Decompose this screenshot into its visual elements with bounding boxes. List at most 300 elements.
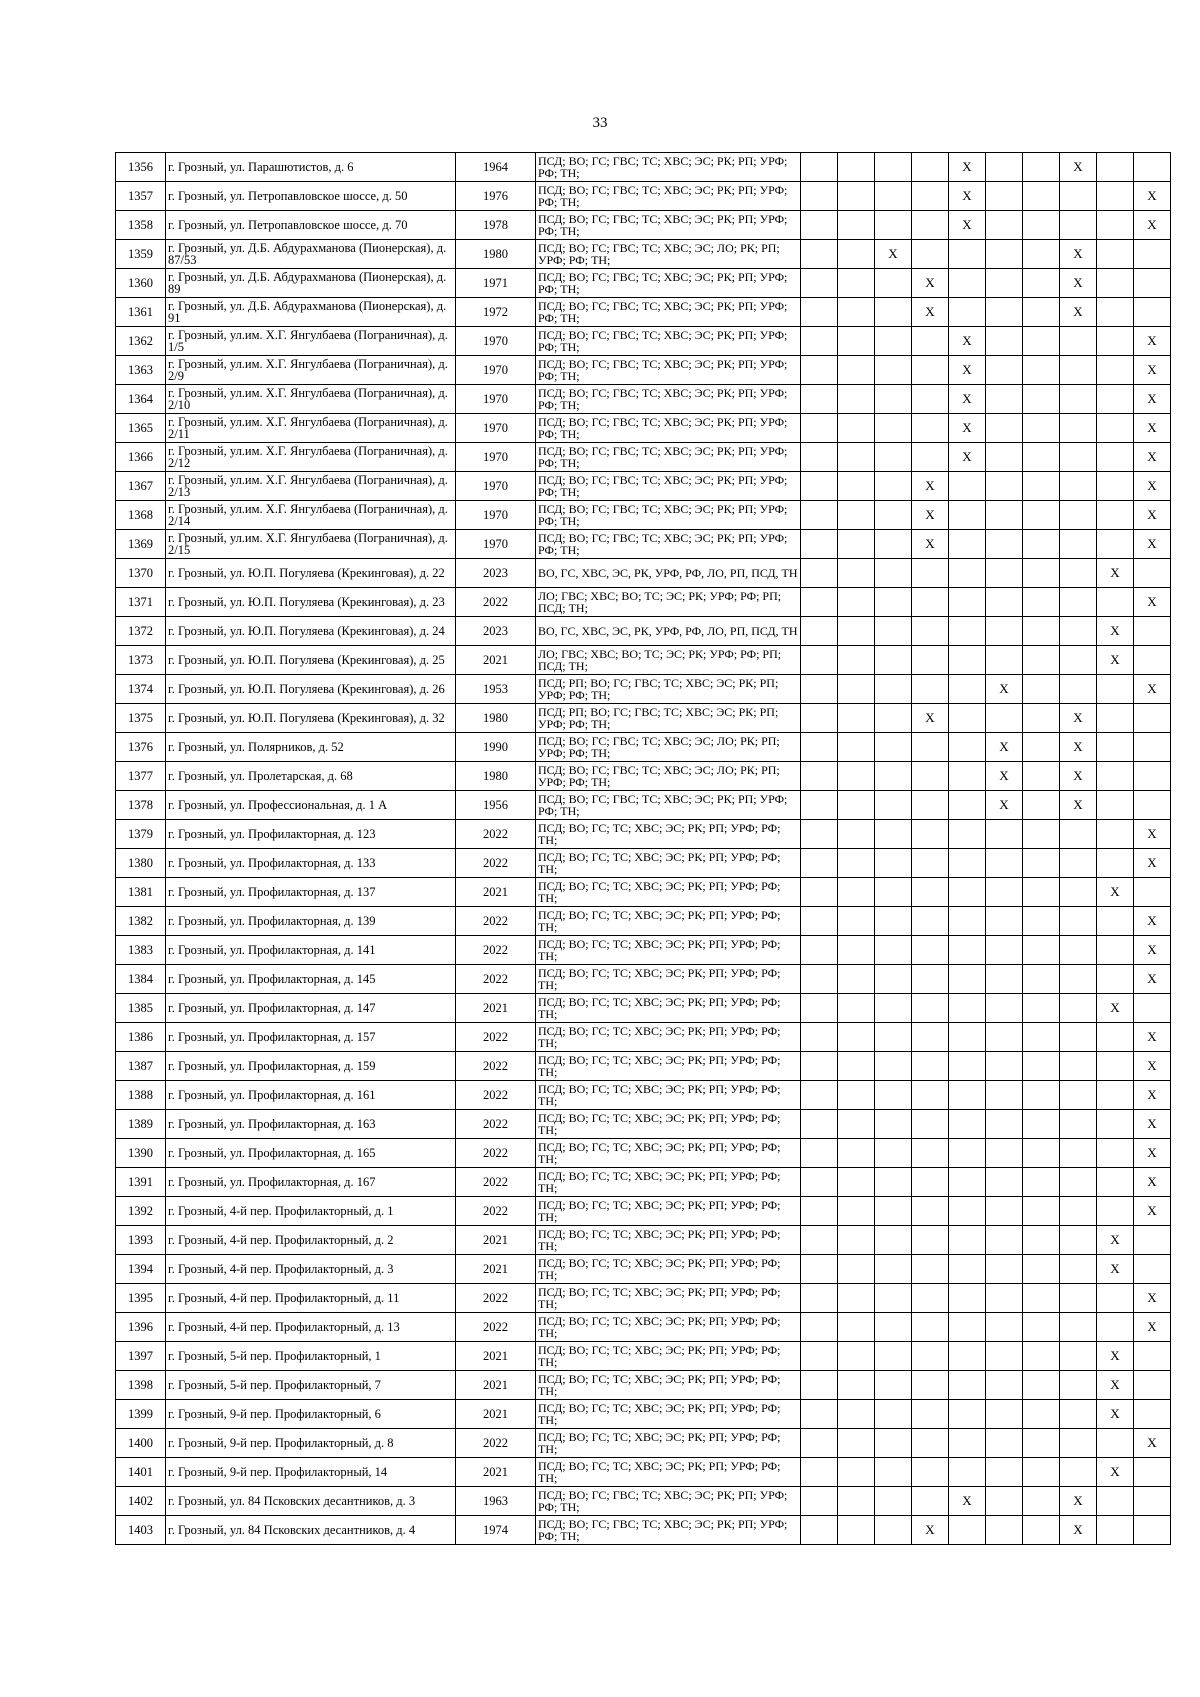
mark-cell	[801, 1197, 838, 1226]
mark-cell	[1060, 1400, 1097, 1429]
systems-cell: ПСД; ВО; ГС; ГВС; ТС; ХВС; ЭС; ЛО; РК; РП; УРФ; РФ; ТН;	[536, 733, 801, 762]
mark-cell	[1023, 1023, 1060, 1052]
mark-cell	[1023, 1458, 1060, 1487]
mark-cell	[801, 936, 838, 965]
mark-cell	[838, 559, 875, 588]
mark-cell	[986, 1487, 1023, 1516]
mark-cell	[875, 501, 912, 530]
table-row	[116, 1342, 1171, 1371]
table-row	[116, 965, 1171, 994]
mark-cell	[1097, 240, 1134, 269]
mark-cell	[875, 530, 912, 559]
mark-cell	[986, 1342, 1023, 1371]
row-number-cell: 1400	[116, 1429, 166, 1458]
mark-cell	[986, 501, 1023, 530]
mark-cell	[912, 356, 949, 385]
mark-cell: X	[1097, 1255, 1134, 1284]
mark-cell	[1060, 385, 1097, 414]
address-cell: г. Грозный, ул.им. Х.Г. Янгулбаева (Пограничная), д. 2/9	[166, 356, 456, 385]
year-cell: 2022	[456, 1052, 536, 1081]
mark-cell	[1023, 907, 1060, 936]
table-row	[116, 1197, 1171, 1226]
mark-cell	[986, 1313, 1023, 1342]
mark-cell	[801, 240, 838, 269]
systems-cell: ПСД; ВО; ГС; ГВС; ТС; ХВС; ЭС; РК; РП; УРФ; РФ; ТН;	[536, 182, 801, 211]
mark-cell	[801, 849, 838, 878]
mark-cell	[1060, 936, 1097, 965]
mark-cell	[1023, 762, 1060, 791]
mark-cell	[1097, 791, 1134, 820]
systems-cell: ПСД; ВО; ГС; ТС; ХВС; ЭС; РК; РП; УРФ; РФ; ТН;	[536, 1139, 801, 1168]
mark-cell	[1060, 1313, 1097, 1342]
mark-cell	[986, 298, 1023, 327]
mark-cell	[1023, 1081, 1060, 1110]
mark-cell	[1134, 1342, 1171, 1371]
mark-cell	[838, 820, 875, 849]
year-cell: 1970	[456, 501, 536, 530]
mark-cell	[875, 1226, 912, 1255]
mark-cell	[1097, 1168, 1134, 1197]
address-cell: г. Грозный, ул. Ю.П. Погуляева (Крекинговая), д. 22	[166, 559, 456, 588]
mark-cell	[1134, 704, 1171, 733]
mark-cell	[986, 211, 1023, 240]
row-number-cell: 1402	[116, 1487, 166, 1516]
year-cell: 2022	[456, 1313, 536, 1342]
row-number-cell: 1379	[116, 820, 166, 849]
mark-cell	[801, 153, 838, 182]
mark-cell: X	[1134, 1168, 1171, 1197]
systems-cell: ПСД; ВО; ГС; ТС; ХВС; ЭС; РК; РП; УРФ; РФ; ТН;	[536, 1168, 801, 1197]
mark-cell: X	[1134, 1110, 1171, 1139]
mark-cell	[912, 559, 949, 588]
page-number: 33	[592, 115, 608, 131]
mark-cell	[875, 559, 912, 588]
table-row	[116, 907, 1171, 936]
mark-cell	[838, 1342, 875, 1371]
mark-cell	[949, 1052, 986, 1081]
row-number-cell: 1364	[116, 385, 166, 414]
mark-cell	[875, 182, 912, 211]
mark-cell	[912, 1371, 949, 1400]
mark-cell	[1023, 501, 1060, 530]
mark-cell	[875, 298, 912, 327]
systems-cell: ПСД; ВО; ГС; ГВС; ТС; ХВС; ЭС; ЛО; РК; РП; УРФ; РФ; ТН;	[536, 762, 801, 791]
mark-cell	[986, 994, 1023, 1023]
mark-cell	[875, 1458, 912, 1487]
systems-cell: ПСД; ВО; ГС; ГВС; ТС; ХВС; ЭС; РК; РП; УРФ; РФ; ТН;	[536, 298, 801, 327]
mark-cell	[838, 1487, 875, 1516]
mark-cell	[1060, 182, 1097, 211]
mark-cell	[1023, 1052, 1060, 1081]
address-cell: г. Грозный, ул. Петропавловское шоссе, д. 50	[166, 182, 456, 211]
mark-cell	[1060, 878, 1097, 907]
mark-cell	[986, 617, 1023, 646]
row-number-cell: 1373	[116, 646, 166, 675]
mark-cell	[801, 501, 838, 530]
systems-cell: ПСД; ВО; ГС; ГВС; ТС; ХВС; ЭС; ЛО; РК; РП; УРФ; РФ; ТН;	[536, 240, 801, 269]
mark-cell	[875, 1168, 912, 1197]
row-number-cell: 1365	[116, 414, 166, 443]
mark-cell	[875, 1139, 912, 1168]
mark-cell	[1023, 675, 1060, 704]
mark-cell	[1134, 994, 1171, 1023]
mark-cell	[986, 704, 1023, 733]
mark-cell	[986, 646, 1023, 675]
mark-cell	[949, 762, 986, 791]
row-number-cell: 1363	[116, 356, 166, 385]
address-cell: г. Грозный, ул. Ю.П. Погуляева (Крекинговая), д. 25	[166, 646, 456, 675]
mark-cell	[801, 878, 838, 907]
table-row	[116, 762, 1171, 791]
row-number-cell: 1389	[116, 1110, 166, 1139]
row-number-cell: 1403	[116, 1516, 166, 1545]
address-cell: г. Грозный, 5-й пер. Профилакторный, 7	[166, 1371, 456, 1400]
mark-cell	[986, 269, 1023, 298]
mark-cell	[1097, 1487, 1134, 1516]
table-row	[116, 385, 1171, 414]
mark-cell: X	[949, 327, 986, 356]
table-row	[116, 820, 1171, 849]
mark-cell	[838, 791, 875, 820]
address-cell: г. Грозный, ул. 84 Псковских десантников, д. 4	[166, 1516, 456, 1545]
mark-cell	[912, 965, 949, 994]
address-cell: г. Грозный, ул.им. Х.Г. Янгулбаева (Пограничная), д. 2/14	[166, 501, 456, 530]
row-number-cell: 1361	[116, 298, 166, 327]
address-cell: г. Грозный, ул.им. Х.Г. Янгулбаева (Пограничная), д. 2/11	[166, 414, 456, 443]
mark-cell	[1134, 269, 1171, 298]
mark-cell	[949, 1255, 986, 1284]
mark-cell: X	[1134, 182, 1171, 211]
systems-cell: ПСД; ВО; ГС; ТС; ХВС; ЭС; РК; РП; УРФ; РФ; ТН;	[536, 1081, 801, 1110]
systems-cell: ПСД; ВО; ГС; ТС; ХВС; ЭС; РК; РП; УРФ; РФ; ТН;	[536, 1371, 801, 1400]
mark-cell	[1134, 1516, 1171, 1545]
mark-cell	[838, 1284, 875, 1313]
mark-cell	[949, 269, 986, 298]
mark-cell	[875, 1197, 912, 1226]
address-cell: г. Грозный, ул. Профилакторная, д. 123	[166, 820, 456, 849]
row-number-cell: 1388	[116, 1081, 166, 1110]
mark-cell	[912, 443, 949, 472]
systems-cell: ВО, ГС, ХВС, ЭС, РК, УРФ, РФ, ЛО, РП, ПСД, ТН	[536, 559, 801, 588]
mark-cell	[912, 1110, 949, 1139]
mark-cell	[949, 1400, 986, 1429]
mark-cell	[875, 1371, 912, 1400]
mark-cell: X	[1097, 1342, 1134, 1371]
address-cell: г. Грозный, ул. Профилакторная, д. 163	[166, 1110, 456, 1139]
mark-cell	[1134, 617, 1171, 646]
mark-cell	[1134, 240, 1171, 269]
table-row	[116, 530, 1171, 559]
mark-cell	[801, 1168, 838, 1197]
mark-cell	[875, 1284, 912, 1313]
table-row	[116, 327, 1171, 356]
mark-cell	[912, 646, 949, 675]
mark-cell	[986, 820, 1023, 849]
address-cell: г. Грозный, 4-й пер. Профилакторный, д. 11	[166, 1284, 456, 1313]
mark-cell	[875, 704, 912, 733]
mark-cell	[838, 1023, 875, 1052]
mark-cell	[801, 791, 838, 820]
mark-cell: X	[1097, 646, 1134, 675]
systems-cell: ПСД; ВО; ГС; ТС; ХВС; ЭС; РК; РП; УРФ; РФ; ТН;	[536, 936, 801, 965]
row-number-cell: 1380	[116, 849, 166, 878]
mark-cell: X	[912, 298, 949, 327]
mark-cell	[949, 530, 986, 559]
table-row	[116, 501, 1171, 530]
mark-cell	[875, 1429, 912, 1458]
systems-cell: ПСД; ВО; ГС; ГВС; ТС; ХВС; ЭС; РК; РП; УРФ; РФ; ТН;	[536, 1516, 801, 1545]
mark-cell	[838, 327, 875, 356]
mark-cell: X	[949, 356, 986, 385]
systems-cell: ПСД; ВО; ГС; ТС; ХВС; ЭС; РК; РП; УРФ; РФ; ТН;	[536, 1429, 801, 1458]
mark-cell	[986, 936, 1023, 965]
mark-cell	[949, 1168, 986, 1197]
address-cell: г. Грозный, ул. Полярников, д. 52	[166, 733, 456, 762]
year-cell: 2021	[456, 994, 536, 1023]
mark-cell	[801, 1255, 838, 1284]
year-cell: 2022	[456, 588, 536, 617]
mark-cell	[838, 240, 875, 269]
table-row	[116, 472, 1171, 501]
mark-cell: X	[949, 443, 986, 472]
mark-cell	[838, 1313, 875, 1342]
mark-cell	[912, 1139, 949, 1168]
mark-cell	[801, 327, 838, 356]
mark-cell	[838, 414, 875, 443]
mark-cell	[801, 1284, 838, 1313]
mark-cell	[801, 820, 838, 849]
mark-cell	[986, 588, 1023, 617]
systems-cell: ПСД; ВО; ГС; ТС; ХВС; ЭС; РК; РП; УРФ; РФ; ТН;	[536, 1023, 801, 1052]
mark-cell	[912, 385, 949, 414]
mark-cell	[912, 588, 949, 617]
table-row	[116, 1284, 1171, 1313]
mark-cell	[912, 153, 949, 182]
mark-cell	[1060, 443, 1097, 472]
mark-cell	[949, 298, 986, 327]
mark-cell: X	[1134, 211, 1171, 240]
row-number-cell: 1368	[116, 501, 166, 530]
mark-cell	[1097, 1139, 1134, 1168]
table-row	[116, 675, 1171, 704]
mark-cell	[1097, 1110, 1134, 1139]
table-row	[116, 994, 1171, 1023]
address-cell: г. Грозный, ул. Профилакторная, д. 139	[166, 907, 456, 936]
systems-cell: ПСД; ВО; ГС; ТС; ХВС; ЭС; РК; РП; УРФ; РФ; ТН;	[536, 1284, 801, 1313]
mark-cell	[1097, 907, 1134, 936]
mark-cell: X	[1060, 1487, 1097, 1516]
mark-cell	[1023, 443, 1060, 472]
mark-cell	[1060, 1429, 1097, 1458]
table-row	[116, 1313, 1171, 1342]
systems-cell: ПСД; ВО; ГС; ГВС; ТС; ХВС; ЭС; РК; РП; УРФ; РФ; ТН;	[536, 356, 801, 385]
address-cell: г. Грозный, ул. Д.Б. Абдурахманова (Пионерская), д. 87/53	[166, 240, 456, 269]
mark-cell	[801, 1516, 838, 1545]
mark-cell: X	[912, 704, 949, 733]
row-number-cell: 1359	[116, 240, 166, 269]
row-number-cell: 1374	[116, 675, 166, 704]
mark-cell	[912, 1284, 949, 1313]
mark-cell	[838, 878, 875, 907]
table-row	[116, 153, 1171, 182]
mark-cell	[875, 762, 912, 791]
year-cell: 2021	[456, 1400, 536, 1429]
row-number-cell: 1396	[116, 1313, 166, 1342]
mark-cell	[1060, 994, 1097, 1023]
address-cell: г. Грозный, 4-й пер. Профилакторный, д. 2	[166, 1226, 456, 1255]
mark-cell	[949, 1371, 986, 1400]
mark-cell	[875, 965, 912, 994]
table-row	[116, 1226, 1171, 1255]
mark-cell	[1060, 530, 1097, 559]
mark-cell	[875, 1255, 912, 1284]
mark-cell	[838, 501, 875, 530]
address-cell: г. Грозный, ул. Профилакторная, д. 157	[166, 1023, 456, 1052]
mark-cell	[838, 530, 875, 559]
address-cell: г. Грозный, ул. Профилакторная, д. 159	[166, 1052, 456, 1081]
mark-cell: X	[1134, 849, 1171, 878]
address-cell: г. Грозный, ул. Профилакторная, д. 161	[166, 1081, 456, 1110]
table-row	[116, 269, 1171, 298]
mark-cell	[912, 878, 949, 907]
row-number-cell: 1385	[116, 994, 166, 1023]
mark-cell	[1023, 1429, 1060, 1458]
mark-cell	[986, 327, 1023, 356]
table-row	[116, 1255, 1171, 1284]
year-cell: 1970	[456, 356, 536, 385]
mark-cell: X	[1060, 240, 1097, 269]
row-number-cell: 1387	[116, 1052, 166, 1081]
mark-cell: X	[986, 762, 1023, 791]
mark-cell: X	[1060, 298, 1097, 327]
mark-cell	[875, 878, 912, 907]
year-cell: 2022	[456, 1168, 536, 1197]
table-row	[116, 298, 1171, 327]
systems-cell: ПСД; ВО; ГС; ТС; ХВС; ЭС; РК; РП; УРФ; РФ; ТН;	[536, 1458, 801, 1487]
mark-cell	[1023, 298, 1060, 327]
mark-cell	[912, 820, 949, 849]
mark-cell	[801, 269, 838, 298]
mark-cell	[1060, 1023, 1097, 1052]
mark-cell	[875, 1081, 912, 1110]
mark-cell	[838, 1226, 875, 1255]
year-cell: 2022	[456, 849, 536, 878]
table-row	[116, 791, 1171, 820]
mark-cell	[1023, 704, 1060, 733]
mark-cell	[986, 1168, 1023, 1197]
mark-cell: X	[1134, 820, 1171, 849]
mark-cell	[949, 559, 986, 588]
mark-cell: X	[1134, 1081, 1171, 1110]
mark-cell	[838, 1458, 875, 1487]
year-cell: 2021	[456, 1458, 536, 1487]
mark-cell	[1097, 472, 1134, 501]
address-cell: г. Грозный, 4-й пер. Профилакторный, д. 3	[166, 1255, 456, 1284]
mark-cell	[912, 1255, 949, 1284]
table-row	[116, 1371, 1171, 1400]
mark-cell: X	[949, 153, 986, 182]
mark-cell	[912, 1052, 949, 1081]
mark-cell	[912, 1197, 949, 1226]
mark-cell	[1097, 820, 1134, 849]
mark-cell	[1023, 153, 1060, 182]
table-row	[116, 182, 1171, 211]
mark-cell	[1023, 965, 1060, 994]
table-row	[116, 849, 1171, 878]
mark-cell	[1134, 646, 1171, 675]
row-number-cell: 1377	[116, 762, 166, 791]
mark-cell	[801, 211, 838, 240]
mark-cell: X	[1060, 1516, 1097, 1545]
address-cell: г. Грозный, ул. Профилакторная, д. 145	[166, 965, 456, 994]
row-number-cell: 1360	[116, 269, 166, 298]
address-cell: г. Грозный, 9-й пер. Профилакторный, д. 8	[166, 1429, 456, 1458]
mark-cell	[986, 559, 1023, 588]
address-cell: г. Грозный, ул.им. Х.Г. Янгулбаева (Пограничная), д. 2/12	[166, 443, 456, 472]
address-cell: г. Грозный, ул. Профилакторная, д. 141	[166, 936, 456, 965]
mark-cell	[838, 936, 875, 965]
mark-cell	[986, 1110, 1023, 1139]
mark-cell	[838, 269, 875, 298]
row-number-cell: 1394	[116, 1255, 166, 1284]
year-cell: 1970	[456, 414, 536, 443]
mark-cell	[986, 153, 1023, 182]
year-cell: 2023	[456, 559, 536, 588]
row-number-cell: 1356	[116, 153, 166, 182]
mark-cell: X	[1134, 675, 1171, 704]
mark-cell	[1023, 646, 1060, 675]
mark-cell: X	[1134, 530, 1171, 559]
mark-cell	[1097, 704, 1134, 733]
year-cell: 1964	[456, 153, 536, 182]
mark-cell: X	[949, 211, 986, 240]
year-cell: 1974	[456, 1516, 536, 1545]
mark-cell	[1060, 1197, 1097, 1226]
mark-cell	[949, 1226, 986, 1255]
mark-cell: X	[1097, 878, 1134, 907]
year-cell: 1970	[456, 443, 536, 472]
mark-cell	[801, 1400, 838, 1429]
mark-cell	[838, 356, 875, 385]
year-cell: 2021	[456, 1226, 536, 1255]
mark-cell	[1097, 298, 1134, 327]
mark-cell: X	[1134, 1139, 1171, 1168]
mark-cell: X	[1134, 1284, 1171, 1313]
mark-cell	[1060, 1255, 1097, 1284]
mark-cell	[949, 1458, 986, 1487]
row-number-cell: 1399	[116, 1400, 166, 1429]
mark-cell	[838, 762, 875, 791]
mark-cell	[1023, 936, 1060, 965]
year-cell: 1976	[456, 182, 536, 211]
row-number-cell: 1376	[116, 733, 166, 762]
mark-cell	[912, 240, 949, 269]
mark-cell	[949, 240, 986, 269]
mark-cell	[1134, 791, 1171, 820]
mark-cell	[838, 1400, 875, 1429]
row-number-cell: 1383	[116, 936, 166, 965]
mark-cell	[1097, 936, 1134, 965]
mark-cell	[1060, 1081, 1097, 1110]
mark-cell	[949, 1284, 986, 1313]
mark-cell	[838, 1429, 875, 1458]
year-cell: 1963	[456, 1487, 536, 1516]
address-cell: г. Грозный, ул. Ю.П. Погуляева (Крекинговая), д. 32	[166, 704, 456, 733]
mark-cell	[1097, 1516, 1134, 1545]
systems-cell: ПСД; ВО; ГС; ГВС; ТС; ХВС; ЭС; РК; РП; УРФ; РФ; ТН;	[536, 211, 801, 240]
systems-cell: ПСД; ВО; ГС; ГВС; ТС; ХВС; ЭС; РК; РП; УРФ; РФ; ТН;	[536, 501, 801, 530]
systems-cell: ПСД; ВО; ГС; ТС; ХВС; ЭС; РК; РП; УРФ; РФ; ТН;	[536, 907, 801, 936]
